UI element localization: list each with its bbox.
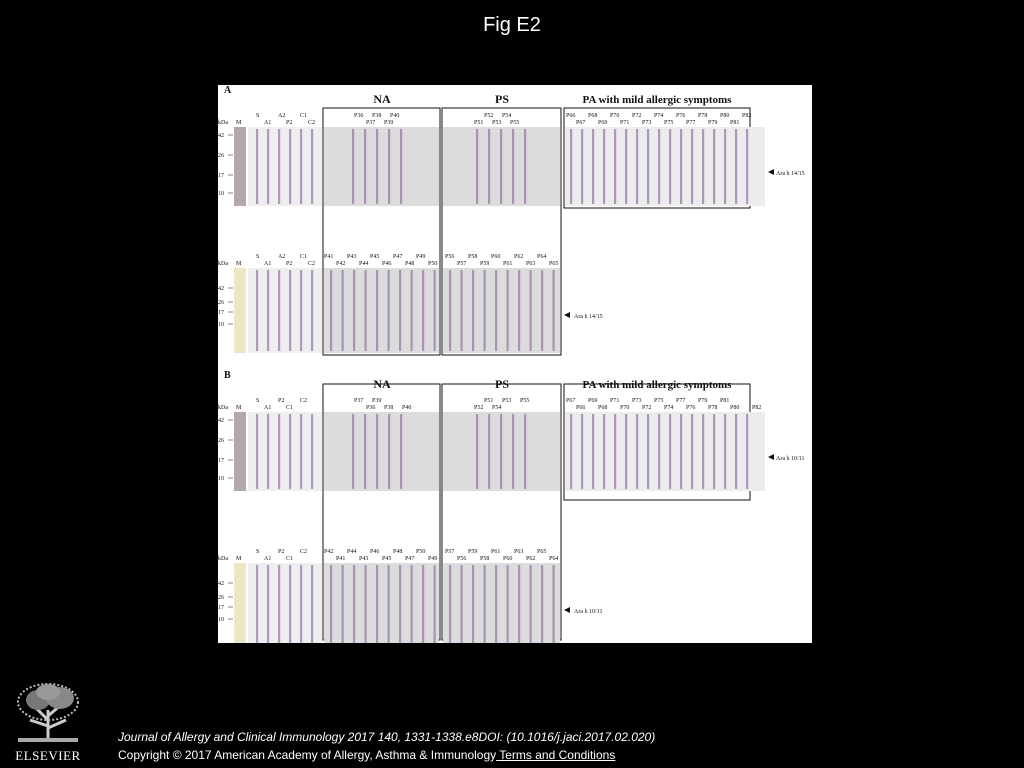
control-strip: [289, 414, 291, 489]
control-strip: [256, 565, 258, 643]
na-lane-label: P37: [366, 120, 376, 126]
ps-lane-label: P55: [510, 120, 520, 126]
control-lane-label: C2: [300, 398, 308, 404]
pa-lane-label: P77: [686, 120, 696, 126]
na-lane-label: P46: [382, 261, 392, 267]
slide-title: Fig E2: [483, 14, 541, 36]
na-lane-label: P44: [347, 549, 357, 555]
pa-lane-label: P82: [742, 113, 752, 119]
control-lane-label: C1: [300, 113, 308, 119]
pa-lane-label: P80: [730, 405, 740, 411]
control-lane-label: S: [256, 549, 260, 555]
na-lane-label: P47: [393, 254, 403, 260]
na-lane-label: P36: [366, 405, 376, 411]
marker-label: M: [236, 405, 242, 411]
pa-strip: [691, 414, 693, 489]
control-strip: [256, 270, 258, 351]
control-strip: [267, 270, 269, 351]
na-strip: [364, 129, 366, 204]
ps-lane-label: P61: [491, 549, 501, 555]
pa-lane-label: P67: [576, 120, 586, 126]
ps-lane-label: P62: [514, 254, 524, 260]
na-strip: [330, 565, 332, 643]
pa-strip: [570, 129, 572, 204]
pa-lane-label: P82: [752, 405, 762, 411]
marker-lane: [234, 412, 246, 491]
ps-strip: [500, 129, 502, 204]
control-lane-label: C1: [300, 254, 308, 260]
pa-lane-label: P69: [598, 120, 608, 126]
na-lane-label: P38: [372, 113, 382, 119]
na-strip: [376, 565, 378, 643]
na-strip: [376, 270, 378, 351]
pa-strip: [680, 414, 682, 489]
control-lane-label: P2: [286, 261, 293, 267]
ps-lane-label: P52: [474, 405, 484, 411]
band-arrow-icon: [564, 607, 570, 613]
group-heading-na: NA: [373, 92, 391, 106]
na-lane-label: P45: [382, 556, 392, 562]
na-strip: [342, 565, 344, 643]
group-heading-pa: PA with mild allergic symptoms: [582, 94, 732, 106]
pa-lane-label: P72: [632, 113, 642, 119]
na-strip: [365, 270, 367, 351]
ps-lane-label: P53: [492, 120, 502, 126]
ps-strip: [553, 565, 555, 643]
na-lane-label: P44: [359, 261, 369, 267]
kda-marker-label: 26: [218, 300, 224, 306]
pa-lane-label: P71: [620, 120, 630, 126]
na-lane-label: P47: [405, 556, 415, 562]
na-strip: [399, 565, 401, 643]
group-heading-ps: PS: [494, 377, 510, 391]
pa-lane-label: P74: [664, 405, 674, 411]
na-membrane: [324, 268, 439, 353]
na-strip: [388, 270, 390, 351]
pa-lane-label: P70: [620, 405, 630, 411]
pa-strip: [592, 414, 594, 489]
control-lane-label: C2: [300, 549, 308, 555]
pa-lane-label: P81: [730, 120, 740, 126]
ps-strip: [507, 270, 509, 351]
ps-strip: [488, 129, 490, 204]
na-lane-label: P42: [324, 549, 334, 555]
band-label: Ara h 14/15: [574, 314, 603, 320]
ps-lane-label: P59: [468, 549, 478, 555]
group-heading-na: NA: [373, 377, 391, 391]
na-strip: [388, 414, 390, 489]
control-lane-label: A1: [264, 556, 272, 562]
unit-label: kDa: [218, 405, 228, 411]
na-strip: [411, 270, 413, 351]
immunoblot-figure: [218, 85, 812, 643]
marker-label: M: [236, 556, 242, 562]
kda-marker-label: 26: [218, 153, 224, 159]
pa-strip: [625, 414, 627, 489]
na-strip: [342, 270, 344, 351]
ps-lane-label: P58: [480, 556, 490, 562]
panel-letter: A: [224, 85, 232, 96]
figure-panel: [218, 85, 812, 643]
copyright-line: [118, 748, 615, 762]
na-strip: [365, 565, 367, 643]
ps-strip: [461, 270, 463, 351]
pa-strip: [702, 414, 704, 489]
control-lane-label: C1: [286, 405, 294, 411]
group-heading-ps: PS: [494, 92, 510, 106]
ps-lane-label: P56: [445, 254, 455, 260]
band-arrow-icon: [564, 312, 570, 318]
control-membrane: [248, 563, 322, 643]
control-strip: [267, 414, 269, 489]
ps-strip: [524, 129, 526, 204]
unit-label: kDa: [218, 556, 228, 562]
kda-marker-label: 42: [218, 418, 224, 424]
unit-label: kDa: [218, 120, 228, 126]
pa-strip: [713, 129, 715, 204]
control-membrane: [248, 127, 322, 206]
pa-lane-label: P75: [654, 398, 664, 404]
kda-marker-label: 42: [218, 133, 224, 139]
ps-strip: [472, 270, 474, 351]
elsevier-wordmark: ELSEVIER: [15, 748, 81, 763]
pa-lane-label: P73: [632, 398, 642, 404]
ps-lane-label: P53: [502, 398, 512, 404]
ps-lane-label: P58: [468, 254, 478, 260]
control-lane-label: S: [256, 398, 260, 404]
pa-strip: [647, 129, 649, 204]
control-strip: [300, 565, 302, 643]
kda-marker-label: 26: [218, 595, 224, 601]
control-strip: [278, 565, 280, 643]
kda-marker-label: 10: [218, 617, 224, 623]
pa-lane-label: P68: [588, 113, 598, 119]
pa-lane-label: P70: [610, 113, 620, 119]
kda-marker-label: 26: [218, 438, 224, 444]
pa-lane-label: P81: [720, 398, 730, 404]
pa-lane-label: P79: [698, 398, 708, 404]
pa-lane-label: P80: [720, 113, 730, 119]
ps-strip: [553, 270, 555, 351]
ps-lane-label: P51: [474, 120, 484, 126]
na-strip: [434, 270, 436, 351]
band-label: Ara h 10/11: [776, 456, 805, 462]
control-strip: [289, 129, 291, 204]
kda-marker-label: 10: [218, 322, 224, 328]
ps-strip: [488, 414, 490, 489]
control-strip: [267, 565, 269, 643]
na-strip: [352, 414, 354, 489]
ps-strip: [541, 565, 543, 643]
ps-strip: [484, 565, 486, 643]
ps-strip: [530, 565, 532, 643]
control-strip: [311, 565, 313, 643]
ps-strip: [507, 565, 509, 643]
na-lane-label: P41: [324, 254, 334, 260]
ps-strip: [541, 270, 543, 351]
control-strip: [278, 129, 280, 204]
marker-label: M: [236, 261, 242, 267]
na-lane-label: P41: [336, 556, 346, 562]
control-membrane: [248, 412, 322, 491]
pa-strip: [636, 129, 638, 204]
kda-marker-label: 17: [218, 310, 224, 316]
ps-lane-label: P55: [520, 398, 530, 404]
ps-lane-label: P60: [491, 254, 501, 260]
tree-icon: [8, 680, 88, 746]
control-strip: [289, 270, 291, 351]
pa-lane-label: P67: [566, 398, 576, 404]
na-strip: [400, 414, 402, 489]
pa-strip: [614, 414, 616, 489]
ps-strip: [449, 270, 451, 351]
pa-strip: [724, 414, 726, 489]
ps-lane-label: P57: [445, 549, 455, 555]
na-strip: [388, 129, 390, 204]
control-strip: [256, 414, 258, 489]
panel-letter: B: [224, 370, 231, 381]
pa-strip: [603, 129, 605, 204]
na-lane-label: P49: [416, 254, 426, 260]
control-lane-label: S: [256, 113, 260, 119]
ps-strip: [476, 414, 478, 489]
pa-strip: [658, 414, 660, 489]
pa-lane-label: P78: [698, 113, 708, 119]
ps-lane-label: P51: [484, 398, 494, 404]
kda-marker-label: 10: [218, 191, 224, 197]
pa-lane-label: P66: [566, 113, 576, 119]
pa-lane-label: P71: [610, 398, 620, 404]
na-strip: [411, 565, 413, 643]
na-lane-label: P39: [372, 398, 382, 404]
na-strip: [330, 270, 332, 351]
na-strip: [388, 565, 390, 643]
band-arrow-icon: [768, 454, 774, 460]
pa-lane-label: P76: [686, 405, 696, 411]
control-strip: [300, 270, 302, 351]
ps-lane-label: P64: [549, 556, 559, 562]
pa-strip: [581, 129, 583, 204]
pa-lane-label: P69: [588, 398, 598, 404]
na-membrane: [324, 412, 439, 491]
ps-lane-label: P52: [484, 113, 494, 119]
na-strip: [352, 129, 354, 204]
control-strip: [311, 129, 313, 204]
pa-strip: [592, 129, 594, 204]
pa-strip: [570, 414, 572, 489]
pa-strip: [614, 129, 616, 204]
ps-lane-label: P54: [502, 113, 512, 119]
pa-strip: [647, 414, 649, 489]
ps-strip: [518, 270, 520, 351]
na-lane-label: P48: [405, 261, 415, 267]
ps-lane-label: P57: [457, 261, 467, 267]
unit-label: kDa: [218, 261, 228, 267]
na-lane-label: P48: [393, 549, 403, 555]
na-lane-label: P43: [347, 254, 357, 260]
na-lane-label: P43: [359, 556, 369, 562]
control-strip: [289, 565, 291, 643]
control-strip: [311, 414, 313, 489]
na-lane-label: P49: [428, 556, 438, 562]
na-strip: [422, 270, 424, 351]
ps-lane-label: P60: [503, 556, 513, 562]
pa-lane-label: P78: [708, 405, 718, 411]
pa-lane-label: P68: [598, 405, 608, 411]
marker-lane: [234, 563, 246, 643]
control-strip: [300, 129, 302, 204]
control-strip: [278, 414, 280, 489]
pa-lane-label: P76: [676, 113, 686, 119]
pa-lane-label: P75: [664, 120, 674, 126]
ps-lane-label: P62: [526, 556, 536, 562]
pa-strip: [658, 129, 660, 204]
ps-lane-label: P61: [503, 261, 513, 267]
ps-lane-label: P56: [457, 556, 467, 562]
band-label: Ara h 14/15: [776, 171, 805, 177]
pa-strip: [603, 414, 605, 489]
marker-lane: [234, 127, 246, 206]
na-lane-label: P38: [384, 405, 394, 411]
band-label: Ara h 10/11: [574, 609, 603, 615]
na-lane-label: P45: [370, 254, 380, 260]
na-membrane: [324, 563, 439, 643]
marker-lane: [234, 268, 246, 353]
control-lane-label: P2: [286, 120, 293, 126]
ps-strip: [495, 270, 497, 351]
na-strip: [376, 129, 378, 204]
pa-strip: [636, 414, 638, 489]
control-strip: [278, 270, 280, 351]
ps-strip: [518, 565, 520, 643]
pa-strip: [746, 129, 748, 204]
control-lane-label: C2: [308, 120, 316, 126]
pa-strip: [735, 414, 737, 489]
pa-lane-label: P72: [642, 405, 652, 411]
na-strip: [353, 565, 355, 643]
control-lane-label: P2: [278, 398, 285, 404]
kda-marker-label: 10: [218, 476, 224, 482]
copyright-text: Copyright © 2017 American Academy of Allergy, Asthma & Immunology: [118, 748, 497, 762]
control-lane-label: C1: [286, 556, 294, 562]
pa-lane-label: P74: [654, 113, 664, 119]
pa-strip: [746, 414, 748, 489]
control-strip: [311, 270, 313, 351]
pa-strip: [625, 129, 627, 204]
control-lane-label: A1: [264, 120, 272, 126]
ps-strip: [472, 565, 474, 643]
control-lane-label: A2: [278, 254, 286, 260]
na-strip: [376, 414, 378, 489]
kda-marker-label: 42: [218, 286, 224, 292]
pa-strip: [680, 129, 682, 204]
pa-strip: [735, 129, 737, 204]
na-lane-label: P37: [354, 398, 364, 404]
na-lane-label: P40: [402, 405, 412, 411]
na-lane-label: P46: [370, 549, 380, 555]
ps-strip: [449, 565, 451, 643]
ps-lane-label: P65: [549, 261, 559, 267]
pa-strip: [691, 129, 693, 204]
kda-marker-label: 17: [218, 458, 224, 464]
na-strip: [399, 270, 401, 351]
pa-lane-label: P66: [576, 405, 586, 411]
na-lane-label: P50: [416, 549, 426, 555]
na-membrane: [324, 127, 439, 206]
group-heading-pa: PA with mild allergic symptoms: [582, 379, 732, 391]
pa-lane-label: P77: [676, 398, 686, 404]
ps-strip: [512, 414, 514, 489]
pa-strip: [702, 129, 704, 204]
control-lane-label: A1: [264, 261, 272, 267]
ps-lane-label: P63: [526, 261, 536, 267]
pa-lane-label: P79: [708, 120, 718, 126]
terms-link[interactable]: Terms and Conditions: [496, 748, 616, 762]
ps-strip: [524, 414, 526, 489]
na-strip: [364, 414, 366, 489]
control-strip: [267, 129, 269, 204]
control-strip: [300, 414, 302, 489]
na-lane-label: P42: [336, 261, 346, 267]
na-lane-label: P50: [428, 261, 438, 267]
na-lane-label: P36: [354, 113, 364, 119]
control-lane-label: A2: [278, 113, 286, 119]
pa-strip: [581, 414, 583, 489]
na-lane-label: P39: [384, 120, 394, 126]
ps-strip: [530, 270, 532, 351]
control-membrane: [248, 268, 322, 353]
pa-lane-label: P73: [642, 120, 652, 126]
citation-text: Journal of Allergy and Clinical Immunology 2017 140, 1331-1338.e8DOI: (10.1016/j.jaci.2017.02.020): [118, 730, 656, 744]
ps-strip: [461, 565, 463, 643]
na-strip: [353, 270, 355, 351]
ps-lane-label: P59: [480, 261, 490, 267]
ps-strip: [500, 414, 502, 489]
pa-strip: [713, 414, 715, 489]
ps-strip: [495, 565, 497, 643]
na-strip: [434, 565, 436, 643]
kda-marker-label: 17: [218, 173, 224, 179]
ps-strip: [512, 129, 514, 204]
band-arrow-icon: [768, 169, 774, 175]
marker-label: M: [236, 120, 242, 126]
na-strip: [422, 565, 424, 643]
na-lane-label: P40: [390, 113, 400, 119]
control-lane-label: P2: [278, 549, 285, 555]
ps-lane-label: P65: [537, 549, 547, 555]
ps-lane-label: P64: [537, 254, 547, 260]
ps-lane-label: P54: [492, 405, 502, 411]
pa-strip: [669, 414, 671, 489]
kda-marker-label: 42: [218, 581, 224, 587]
ps-lane-label: P63: [514, 549, 524, 555]
control-strip: [256, 129, 258, 204]
ps-strip: [476, 129, 478, 204]
ps-strip: [484, 270, 486, 351]
control-lane-label: A1: [264, 405, 272, 411]
na-strip: [400, 129, 402, 204]
control-lane-label: C2: [308, 261, 316, 267]
control-lane-label: S: [256, 254, 260, 260]
pa-strip: [669, 129, 671, 204]
pa-strip: [724, 129, 726, 204]
kda-marker-label: 17: [218, 605, 224, 611]
